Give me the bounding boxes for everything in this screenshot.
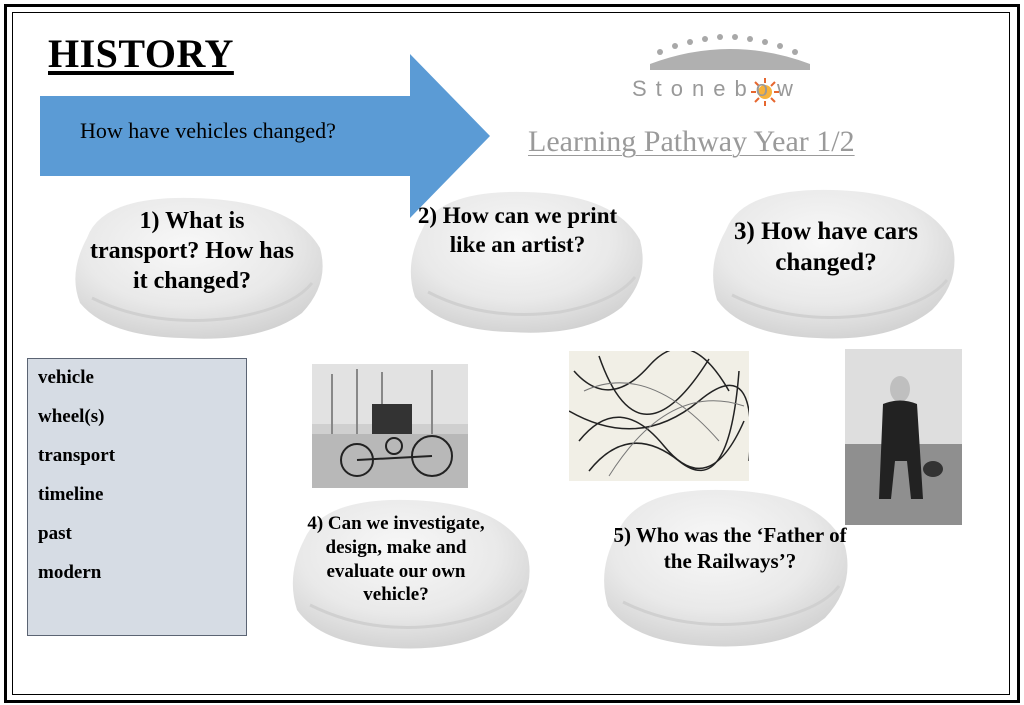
logo-text: Stonebow bbox=[632, 76, 802, 101]
learning-pathway-heading: Learning Pathway Year 1/2 bbox=[528, 125, 855, 158]
vocabulary-box bbox=[27, 358, 247, 636]
vocab-word: modern bbox=[38, 562, 102, 583]
lesson-3-label: 3) How have cars changed? bbox=[734, 218, 918, 277]
vocab-word: timeline bbox=[38, 484, 104, 505]
lesson-4-label: 4) Can we investigate, design, make and evaluate our own vehicle? bbox=[307, 513, 485, 606]
lesson-2-label: 2) How can we print like an artist? bbox=[417, 203, 618, 257]
portrait-engraving bbox=[845, 349, 962, 525]
vocab-word: wheel(s) bbox=[38, 406, 105, 427]
page-title: HISTORY bbox=[48, 31, 234, 76]
vocab-word: vehicle bbox=[38, 367, 94, 388]
vocab-word: past bbox=[38, 523, 72, 544]
abstract-drip-painting bbox=[569, 351, 749, 481]
lesson-1-label: 1) What is transport? How has it changed? bbox=[89, 208, 294, 294]
vocab-word: transport bbox=[38, 445, 116, 466]
topic-question: How have vehicles changed? bbox=[80, 118, 336, 143]
lesson-5-label: 5) Who was the ‘Father of the Railways’? bbox=[613, 523, 847, 574]
early-motor-car-photo bbox=[312, 364, 468, 488]
